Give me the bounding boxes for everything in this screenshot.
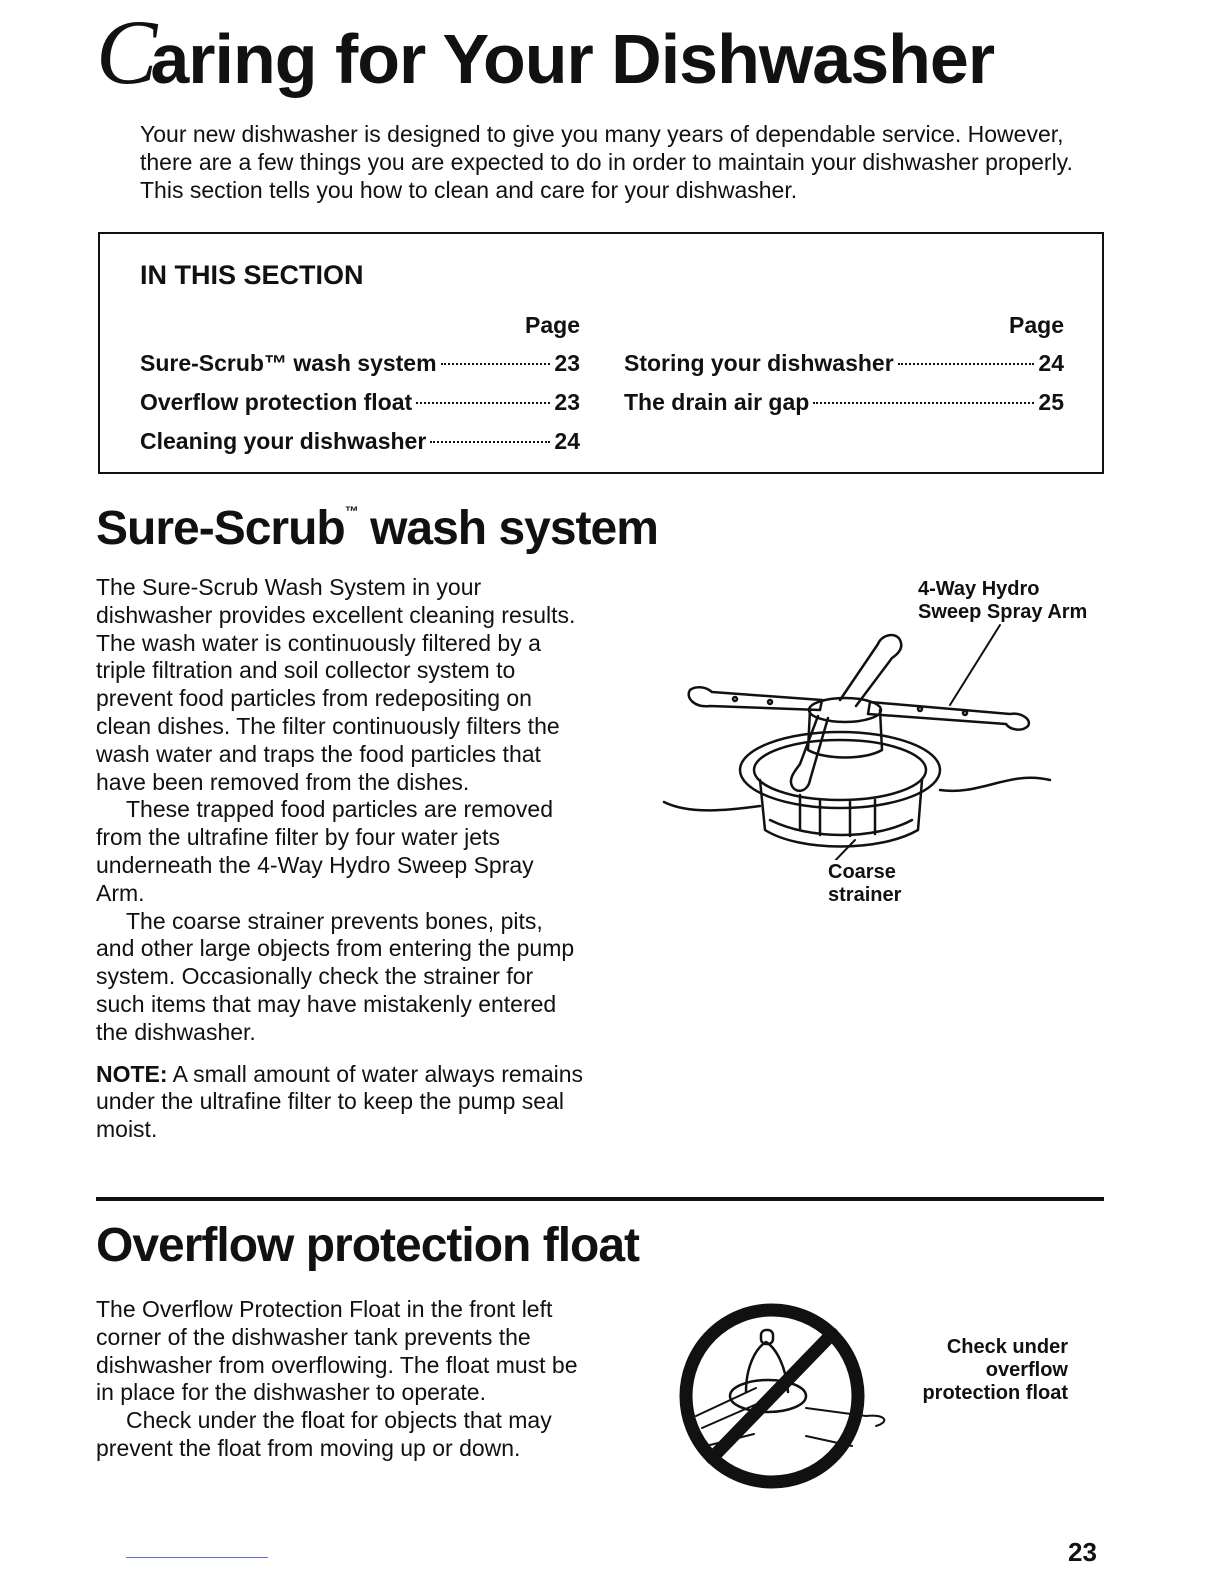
toc-entry-label: Overflow protection float [140, 389, 413, 415]
toc-entry-page: 25 [1038, 389, 1064, 415]
label-line: overflow [985, 1359, 1068, 1381]
figure-label-check-float [900, 1336, 1068, 1405]
label-line: Sweep Spray Arm [918, 601, 1088, 623]
toc-entry[interactable] [140, 383, 580, 422]
pump-base-inner [754, 740, 926, 800]
toc-leader-dots [441, 363, 551, 365]
section-heading-overflow: Overflow protection float [96, 1219, 640, 1272]
toc-leader-dots [813, 402, 1034, 404]
title-initial: C [96, 1, 157, 103]
toc-entry[interactable] [624, 344, 1064, 383]
toc-leader-dots [430, 441, 550, 443]
toc-entry-page: 23 [554, 389, 580, 415]
overflow-float-illustration [676, 1296, 896, 1496]
toc-entry[interactable] [624, 383, 1064, 422]
trademark-mark: ™ [344, 503, 358, 519]
pump-body [760, 780, 922, 847]
jet [733, 697, 737, 701]
heading-text: Sure-Scrub [96, 502, 345, 555]
in-this-section-box [98, 232, 1104, 474]
intro-paragraph: Your new dishwasher is designed to give you many years of dependable service. However, there are a few things you are expected to do in order to maintain your dishwasher properly. This section tells you how to clean and care for your dishwasher. [140, 121, 1073, 203]
page-number: 23 [1068, 1537, 1097, 1567]
toc-leader-dots [898, 363, 1035, 365]
label-line: Check under [946, 1336, 1068, 1358]
toc-entry-label: Sure-Scrub™ wash system [140, 350, 437, 376]
hose-right [940, 778, 1050, 791]
spray-arm-back [840, 635, 901, 706]
toc-leader-dots [416, 402, 550, 404]
toc-entry-label: Storing your dishwasher [624, 350, 894, 376]
toc-entry[interactable] [140, 344, 580, 383]
title-rest: aring for Your Dishwasher [150, 20, 995, 98]
paragraph: The Sure-Scrub Wash System in your dishwasher provides excellent cleaning results. The wash water is continuously filtered by a triple filtration and soil collector system to prevent food particles from redepositing on clean dishes. The filter continuously filters the wash water and traps the food particles that have been removed from the dishes. [96, 574, 576, 795]
note-text: A small amount of water always remains under the ultrafine filter to keep the pump seal moist. [96, 1060, 584, 1143]
note-label: NOTE: [96, 1060, 168, 1087]
heading-tail: wash system [357, 502, 658, 555]
section-divider [96, 1197, 1104, 1201]
label-line: protection float [922, 1382, 1068, 1404]
pointer-arm [950, 625, 1000, 705]
pointer-strainer [828, 840, 855, 860]
toc-left-column [140, 310, 580, 461]
section-heading-sure-scrub [96, 504, 658, 553]
figure-label-spray-arm [918, 578, 1087, 624]
jet [768, 700, 772, 704]
page-title [96, 1, 995, 103]
toc-entry-page: 24 [1038, 350, 1064, 376]
footer-rule [126, 1557, 268, 1558]
jet [963, 711, 967, 715]
tank-rim [806, 1408, 884, 1426]
toc-entry-page: 24 [554, 428, 580, 454]
paragraph: Check under the float for objects that may prevent the float from moving up or down. [96, 1407, 552, 1461]
label-line: strainer [828, 884, 902, 906]
paragraph: The Overflow Protection Float in the front left corner of the dishwasher tank prevents the dishwasher from overflowing. The float must be in place for the dishwasher to operate. [96, 1296, 578, 1406]
toc-heading: IN THIS SECTION [140, 260, 364, 290]
jet [918, 707, 922, 711]
spray-arm-illustration [650, 620, 1080, 860]
toc-page-header: Page [525, 312, 580, 338]
section1-body [96, 574, 586, 1144]
toc-entry[interactable] [140, 422, 580, 461]
label-line: 4-Way Hydro [918, 578, 1040, 600]
label-line: Coarse [828, 861, 896, 883]
pump-base [740, 732, 940, 808]
toc-right-column [624, 310, 1064, 422]
toc-entry-label: The drain air gap [624, 389, 810, 415]
toc-entry-page: 23 [554, 350, 580, 376]
hose-left [664, 802, 760, 810]
spray-arm-left [689, 687, 822, 710]
section2-body [96, 1296, 596, 1463]
paragraph: The coarse strainer prevents bones, pits, and other large objects from entering the pump system. Occasionally check the strainer for such items that may have mistakenly entered the dishwasher. [96, 907, 575, 1045]
figure-label-coarse-strainer [828, 861, 901, 907]
toc-entry-label: Cleaning your dishwasher [140, 428, 427, 454]
pump-body-ring [770, 820, 912, 835]
paragraph: These trapped food particles are removed from the ultrafine filter by four water jets underneath the 4-Way Hydro Sweep Spray Arm. [96, 796, 554, 906]
note-paragraph [96, 1061, 586, 1144]
toc-page-header: Page [1009, 312, 1064, 338]
spray-arm-right [868, 702, 1029, 730]
